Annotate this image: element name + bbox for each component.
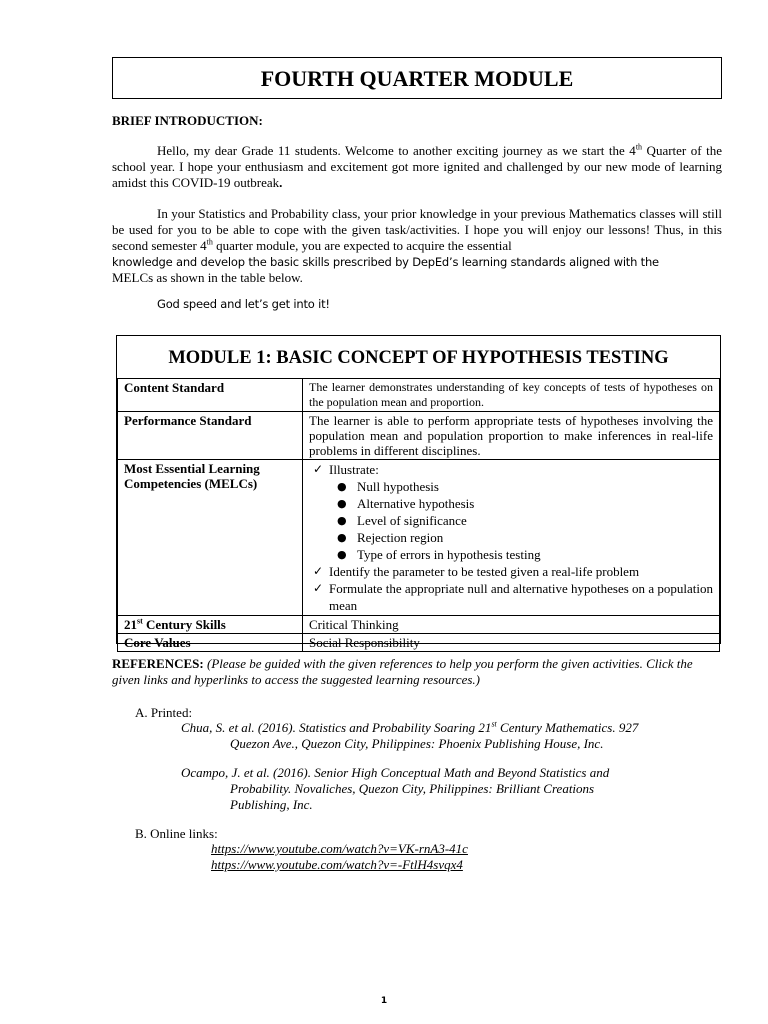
checkmark-icon: ✓: [313, 581, 324, 595]
youtube-link-1[interactable]: https://www.youtube.com/watch?v=VK-rnA3-41c: [211, 841, 468, 856]
melc-bullet-text: Null hypothesis: [357, 479, 439, 494]
century-skills-value: Critical Thinking: [303, 616, 720, 634]
performance-standard-label: Performance Standard: [118, 412, 303, 460]
module-title: MODULE 1: BASIC CONCEPT OF HYPOTHESIS TESTING: [168, 348, 669, 368]
melc-illustrate: Illustrate:: [329, 462, 379, 477]
citation-chua: [181, 720, 721, 752]
cite2-part-c: Publishing, Inc.: [230, 797, 313, 812]
citation-ocampo: [181, 765, 721, 813]
bullet-icon: ●: [337, 497, 347, 510]
module-table-box: [116, 335, 721, 650]
para1-text: Hello, my dear Grade 11 students. Welcome to another exciting journey as we start the 4: [157, 143, 636, 158]
skills-sup: st: [137, 616, 143, 626]
core-values-label: Core Values: [118, 634, 303, 652]
cite1-sup: st: [491, 719, 497, 729]
bullet-icon: ●: [337, 480, 347, 493]
melc-label: Most Essential Learning Competencies (MELCs): [118, 460, 303, 616]
references-block: [112, 656, 722, 688]
melc-check-text: Identify the parameter to be tested given a real-life problem: [329, 564, 640, 579]
melc-checks: [309, 563, 713, 614]
melc-bullet-text: Level of significance: [357, 513, 467, 528]
cite1-part-c: Quezon Ave., Quezon City, Philippines: Phoenix Publishing House, Inc.: [230, 736, 604, 751]
century-skills-label: [118, 616, 303, 634]
page-title: FOURTH QUARTER MODULE: [260, 66, 574, 91]
para1-bold-end: .: [279, 175, 283, 190]
references-note: (Please be guided with the given references to help you perform the given activities. Click the given links and hyperlinks to access the suggested learning resources.): [112, 656, 693, 687]
brief-introduction-heading: BRIEF INTRODUCTION:: [112, 113, 263, 128]
melc-check-text: Formulate the appropriate null and alternative hypotheses on a population mean: [329, 581, 713, 613]
melc-list: [309, 461, 713, 478]
table-row: [118, 412, 720, 460]
module-standards-table: [117, 378, 720, 652]
melc-bullet-text: Rejection region: [357, 530, 444, 545]
para3-text: God speed and let’s get into it!: [157, 297, 330, 311]
bullet-icon: ●: [337, 531, 347, 544]
printed-label: A. Printed:: [135, 705, 193, 720]
para2-sup: th: [206, 237, 213, 247]
para2-text: In your Statistics and Probability class, your prior knowledge in your previous Mathematics classes will still be used for you to be able to cope with the given task/activities. I hope you will enjoy our lessons! Thus, in this second semester 4: [112, 206, 722, 253]
para2-text2: quarter module, you are expected to acquire the essential: [212, 238, 512, 253]
performance-standard-value: The learner is able to perform appropriate tests of hypotheses involving the population mean and population proportion to make inferences in real-life problems in different disciplines.: [303, 412, 720, 460]
content-standard-value: The learner demonstrates understanding of key concepts of tests of hypotheses on the population mean and proportion.: [303, 379, 720, 412]
cite1-part-a: Chua, S. et al. (2016). Statistics and Probability Soaring 21: [181, 720, 492, 735]
para1-text2: Quarter of the school year. I hope your enthusiasm and excitement got more ignited and challenged by our new mode of learning amidst this COVID-19 outbreak: [112, 143, 722, 190]
bullet-icon: ●: [337, 548, 347, 561]
module-title-box: [112, 57, 722, 99]
intro-paragraph-2: [112, 206, 722, 286]
online-links-label: B. Online links:: [135, 826, 218, 841]
cite2-part-b: Probability. Novaliches, Quezon City, Philippines: Brilliant Creations: [230, 781, 595, 796]
youtube-link-2[interactable]: https://www.youtube.com/watch?v=-FtlH4svqx4: [211, 857, 463, 872]
checkmark-icon: ✓: [313, 564, 324, 578]
list-item: [309, 512, 713, 529]
para2-text3: MELCs as shown in the table below.: [112, 270, 303, 285]
checkmark-icon: ✓: [313, 462, 324, 476]
table-row: [118, 460, 720, 616]
content-standard-label: Content Standard: [118, 379, 303, 412]
melc-bullets: [309, 478, 713, 563]
para2-sans-line: knowledge and develop the basic skills prescribed by DepEd’s learning standards aligned with the: [112, 255, 659, 269]
list-item: [309, 580, 713, 614]
intro-paragraph-3: [112, 296, 722, 312]
list-item: [309, 529, 713, 546]
skills-rest: Century Skills: [142, 617, 226, 632]
skills-num: 21: [124, 617, 137, 632]
list-item: [309, 461, 713, 478]
cite2-part-a: Ocampo, J. et al. (2016). Senior High Conceptual Math and Beyond Statistics and: [181, 765, 610, 780]
para1-sup: th: [635, 142, 643, 152]
page-number: 1: [380, 996, 388, 1006]
bullet-icon: ●: [337, 514, 347, 527]
table-row: [118, 634, 720, 652]
melc-bullet-text: Alternative hypothesis: [357, 496, 475, 511]
references-heading: REFERENCES:: [112, 656, 204, 671]
table-row: [118, 379, 720, 412]
list-item: [309, 478, 713, 495]
intro-paragraph-1: [112, 143, 722, 191]
list-item: [309, 546, 713, 563]
melc-bullet-text: Type of errors in hypothesis testing: [357, 547, 541, 562]
cite1-part-b: Century Mathematics. 927: [496, 720, 639, 735]
core-values-value: Social Responsibility: [303, 634, 720, 652]
list-item: [309, 495, 713, 512]
melc-value: [303, 460, 720, 616]
list-item: [309, 563, 713, 580]
table-row: [118, 616, 720, 634]
